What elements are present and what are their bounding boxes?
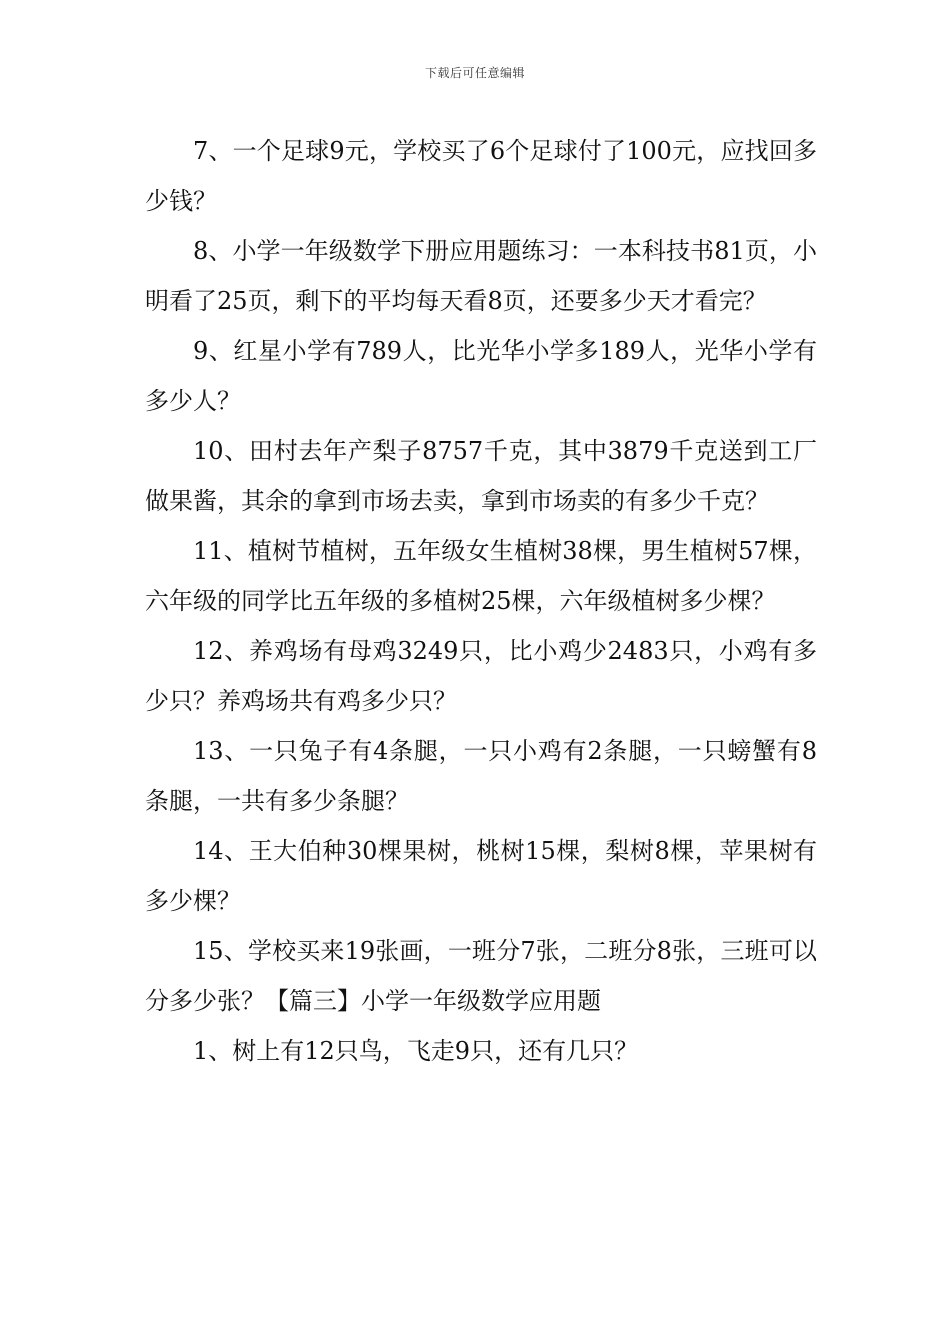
problem-7: 7、一个足球9元，学校买了6个足球付了100元，应找回多少钱？ (145, 137, 817, 215)
problem-10: 10、田村去年产梨子8757千克，其中3879千克送到工厂做果酱，其余的拿到市场去卖，拿到市场卖的有多少千克？ (145, 437, 817, 515)
problem-9: 9、红星小学有789人，比光华小学多189人，光华小学有多少人？ (145, 337, 817, 415)
page-header: 下载后可任意编辑 (424, 66, 525, 80)
problem-11: 11、植树节植树，五年级女生植树38棵，男生植树57棵，六年级的同学比五年级的多植树25棵，六年级植树多少棵？ (145, 537, 817, 615)
problem-13: 13、一只兔子有4条腿，一只小鸡有2条腿，一只螃蟹有8条腿，一共有多少条腿？ (145, 737, 817, 815)
problem-15: 15、学校买来19张画，一班分7张，二班分8张，三班可以分多少张？【篇三】小学一年级数学应用题 (145, 937, 817, 1015)
problem-12: 12、养鸡场有母鸡3249只，比小鸡少2483只，小鸡有多少只？养鸡场共有鸡多少只？ (145, 637, 817, 715)
document-body (145, 126, 817, 1076)
problem-14: 14、王大伯种30棵果树，桃树15棵，梨树8棵，苹果树有多少棵？ (145, 837, 817, 915)
problem-1: 1、树上有12只鸟，飞走9只，还有几只？ (193, 1037, 639, 1065)
problem-8: 8、小学一年级数学下册应用题练习：一本科技书81页，小明看了25页，剩下的平均每天看8页，还要多少天才看完？ (145, 237, 817, 315)
